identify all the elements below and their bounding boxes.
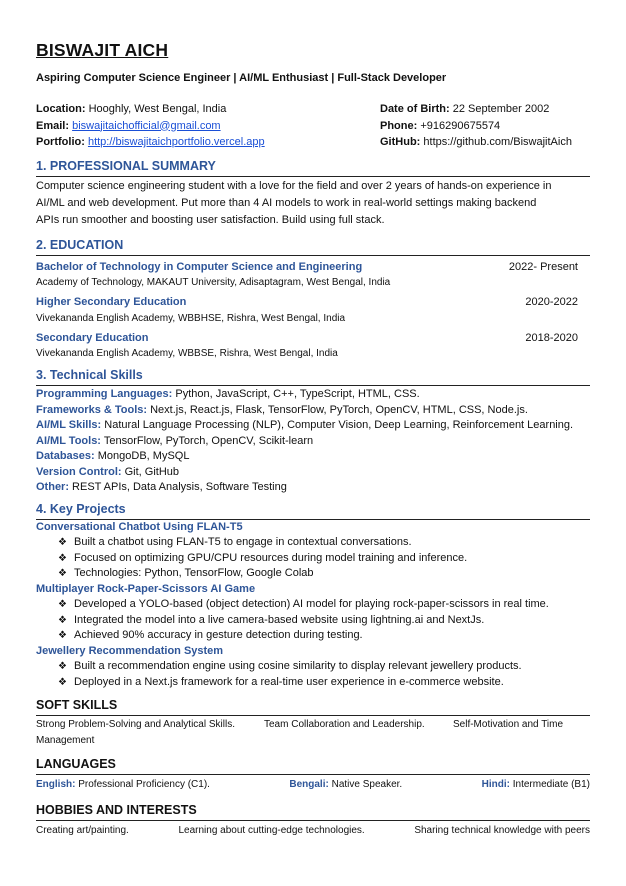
project-bullets xyxy=(36,535,590,582)
soft-skill-last: Management xyxy=(36,734,95,746)
email-label: Email: xyxy=(36,119,70,132)
bullet-text: Built a recommendation engine using cosine similarity to display relevant jewellery products. xyxy=(74,660,522,672)
skill-row xyxy=(36,418,590,434)
skill-value: REST APIs, Data Analysis, Software Testing xyxy=(69,481,287,493)
language-level: Professional Proficiency (C1). xyxy=(75,779,210,790)
dob-value: 22 September 2002 xyxy=(452,103,550,115)
candidate-name: BISWAJIT AICH xyxy=(36,40,169,60)
project-bullet xyxy=(36,551,590,567)
skill-value: Git, GitHub xyxy=(121,465,180,478)
soft-skill: Strong Problem-Solving and Analytical Skills. xyxy=(36,719,235,730)
project-title: Multiplayer Rock-Paper-Scissors AI Game xyxy=(36,582,256,595)
soft-skill-first: Self-Motivation and Time xyxy=(453,719,564,730)
location-line xyxy=(36,101,265,118)
email-link[interactable]: biswajitaichofficial@gmail.com xyxy=(72,119,221,132)
skill-key: Databases: xyxy=(36,450,95,462)
bullet-text: Integrated the model into a live camera-based website using lightning.ai and NextJs. xyxy=(74,613,485,626)
school-name: Vivekananda English Academy, WBBHSE, Rishra, West Bengal, India xyxy=(36,312,346,324)
skills-heading: 3. Technical Skills xyxy=(36,367,590,386)
bullet-text: Developed a YOLO-based (object detection) AI model for playing rock-paper-scissors in real time. xyxy=(74,598,549,610)
school-name: Academy of Technology, MAKAUT University, Adisaptagram, West Bengal, India xyxy=(36,277,391,288)
hobbies-heading: HOBBIES AND INTERESTS xyxy=(36,802,590,821)
project-bullet xyxy=(36,628,590,644)
skill-value: Python, JavaScript, C++, TypeScript, HTML, CSS. xyxy=(172,388,420,400)
contact-block xyxy=(36,101,590,151)
project-bullet xyxy=(36,566,590,582)
project-bullet xyxy=(36,535,590,551)
github-value: https://github.com/BiswajitAich xyxy=(423,136,572,148)
phone-line xyxy=(380,118,590,135)
soft-skill-wrap xyxy=(36,733,590,749)
bullet-text: Focused on optimizing GPU/CPU resources during model training and inference. xyxy=(74,551,468,564)
languages-heading: LANGUAGES xyxy=(36,756,590,775)
skill-key: AI/ML Tools: xyxy=(36,434,101,447)
skill-key: Other: xyxy=(36,481,69,493)
education-item xyxy=(36,295,590,327)
phone-label: Phone: xyxy=(380,119,418,132)
education-years: 2020-2022 xyxy=(525,296,578,308)
project-bullet xyxy=(36,597,590,613)
diamond-bullet-icon: ❖ xyxy=(58,614,67,626)
project-title: Jewellery Recommendation System xyxy=(36,644,224,657)
summary-line: Computer science engineering student with a love for the field and over 2 years of hands-on experience in xyxy=(36,179,552,192)
location-value: Hooghly, West Bengal, India xyxy=(88,103,227,115)
education-years: 2018-2020 xyxy=(525,331,578,344)
bullet-text: Achieved 90% accuracy in gesture detection during testing. xyxy=(74,629,363,641)
project-bullet xyxy=(36,613,590,629)
email-line xyxy=(36,118,265,135)
hobby-item: Sharing technical knowledge with peers xyxy=(414,824,590,836)
skill-row xyxy=(36,480,590,496)
skill-key: Programming Languages: xyxy=(36,388,173,400)
summary-line: AI/ML and web development. Put more than 4 AI models to work in real-world settings making backend xyxy=(36,196,537,209)
language-item xyxy=(482,777,590,793)
degree-title: Higher Secondary Education xyxy=(36,296,187,308)
language-name: Bengali: xyxy=(289,779,329,790)
summary-line: APIs run smoother and boosting user satisfaction. Build using full stack. xyxy=(36,213,385,226)
resume-page xyxy=(36,40,590,838)
skill-row xyxy=(36,465,590,481)
degree-title: Secondary Education xyxy=(36,331,149,344)
skill-row xyxy=(36,403,590,419)
portfolio-line xyxy=(36,134,265,151)
soft-skills-heading: SOFT SKILLS xyxy=(36,697,590,716)
portfolio-label: Portfolio: xyxy=(36,136,85,148)
summary-text xyxy=(36,178,590,229)
projects-heading: 4. Key Projects xyxy=(36,501,590,520)
language-item xyxy=(36,777,210,793)
language-item xyxy=(289,777,402,793)
contact-left xyxy=(36,101,265,151)
language-name: English: xyxy=(36,779,76,790)
diamond-bullet-icon: ❖ xyxy=(58,537,67,548)
project-bullets xyxy=(36,597,590,644)
project-bullet xyxy=(36,659,590,675)
diamond-bullet-icon: ❖ xyxy=(58,661,67,672)
github-line xyxy=(380,134,590,151)
skill-row xyxy=(36,434,590,450)
dob-label: Date of Birth: xyxy=(380,103,450,115)
education-item xyxy=(36,260,590,292)
education-item xyxy=(36,331,590,363)
skill-row xyxy=(36,387,590,403)
diamond-bullet-icon: ❖ xyxy=(58,552,67,564)
project-item xyxy=(36,582,590,644)
phone-value: +916290675574 xyxy=(420,119,501,132)
language-name: Hindi: xyxy=(481,779,510,790)
hobbies-list xyxy=(36,823,590,839)
education-years: 2022- Present xyxy=(508,260,578,273)
language-level: Native Speaker. xyxy=(328,779,403,790)
education-heading: 2. EDUCATION xyxy=(36,237,590,256)
project-item xyxy=(36,520,590,582)
skill-row xyxy=(36,449,590,465)
summary-heading: 1. PROFESSIONAL SUMMARY xyxy=(36,158,590,177)
skill-key: Version Control: xyxy=(36,465,122,478)
project-bullets xyxy=(36,659,590,690)
languages-list xyxy=(36,777,590,793)
project-bullet xyxy=(36,675,590,691)
degree-title: Bachelor of Technology in Computer Science and Engineering xyxy=(36,260,363,273)
soft-skills-list xyxy=(36,717,590,733)
hobby-item: Learning about cutting-edge technologies. xyxy=(178,824,365,836)
diamond-bullet-icon: ❖ xyxy=(58,599,67,610)
skill-key: Frameworks & Tools: xyxy=(36,403,148,416)
skill-value: Next.js, React.js, Flask, TensorFlow, PyTorch, OpenCV, HTML, CSS, Node.js. xyxy=(147,403,528,416)
diamond-bullet-icon: ❖ xyxy=(58,568,67,579)
skill-value: MongoDB, MySQL xyxy=(94,450,190,462)
project-item xyxy=(36,644,590,691)
tagline: Aspiring Computer Science Engineer | AI/ML Enthusiast | Full-Stack Developer xyxy=(36,72,447,84)
bullet-text: Deployed in a Next.js framework for a real-time user experience in e-commerce website. xyxy=(74,675,504,688)
github-label: GitHub: xyxy=(380,136,421,148)
location-label: Location: xyxy=(36,103,86,115)
hobby-item: Creating art/painting. xyxy=(36,824,129,836)
diamond-bullet-icon: ❖ xyxy=(58,630,67,641)
soft-skill: Team Collaboration and Leadership. xyxy=(264,719,425,730)
skill-key: AI/ML Skills: xyxy=(36,419,102,431)
bullet-text: Built a chatbot using FLAN-T5 to engage in contextual conversations. xyxy=(74,536,412,548)
portfolio-link[interactable]: http://biswajitaichportfolio.vercel.app xyxy=(87,136,265,148)
school-name: Vivekananda English Academy, WBBSE, Rishra, West Bengal, India xyxy=(36,348,338,359)
dob-line xyxy=(380,101,590,118)
project-title: Conversational Chatbot Using FLAN-T5 xyxy=(36,520,243,533)
skill-value: TensorFlow, PyTorch, OpenCV, Scikit-learn xyxy=(100,434,314,447)
skill-value: Natural Language Processing (NLP), Computer Vision, Deep Learning, Reinforcement Learning. xyxy=(101,419,574,431)
bullet-text: Technologies: Python, TensorFlow, Google Colab xyxy=(74,567,314,579)
language-level: Intermediate (B1) xyxy=(509,779,590,790)
contact-right xyxy=(380,101,590,151)
diamond-bullet-icon: ❖ xyxy=(58,676,67,688)
skills-list xyxy=(36,387,590,496)
